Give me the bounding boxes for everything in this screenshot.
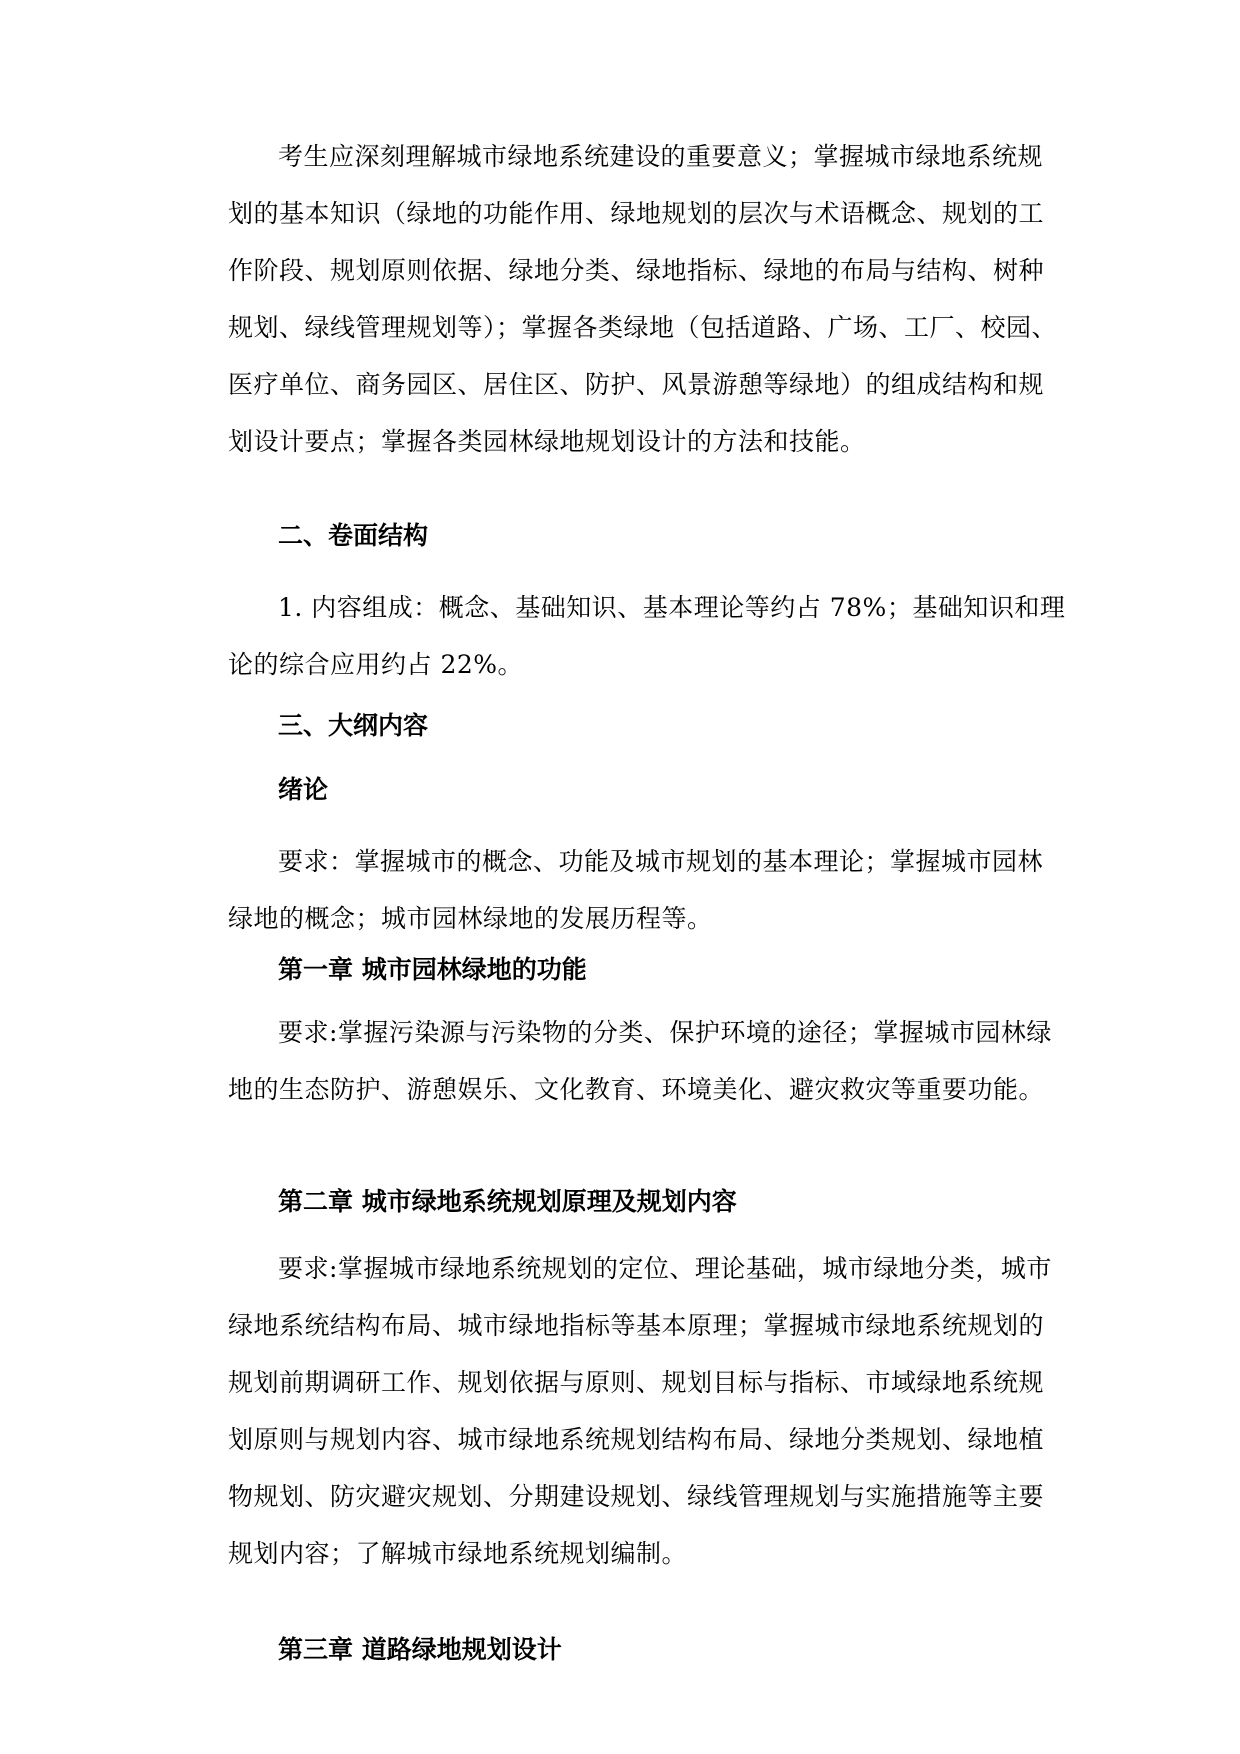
chapter-heading: 绪论 [278,775,329,804]
chapter-2-requirement-block [228,1240,1068,1582]
content-composition-paragraph: 1. 内容组成：概念、基础知识、基本理论等约占 78%；基础知识和理论的综合应用约占 22%。 [228,593,1066,679]
chapter-requirement: 要求:掌握污染源与污染物的分类、保护环境的途径；掌握城市园林绿地的生态防护、游憩娱乐、文化教育、环境美化、避灾救灾等重要功能。 [228,1018,1052,1104]
section-3-heading-block [228,706,1068,746]
section-2-heading-block [228,516,1068,556]
chapter-1-requirement-block [228,1004,1068,1118]
chapter-3-heading-block [228,1630,1068,1670]
chapter-requirement: 要求：掌握城市的概念、功能及城市规划的基本理论；掌握城市园林绿地的概念；城市园林绿地的发展历程等。 [228,847,1044,933]
chapter-1-heading-block [228,950,1068,990]
intro-chapter-requirement-block [228,833,1068,947]
section-heading: 二、卷面结构 [278,521,429,550]
section-2-paragraph-block [228,579,1068,693]
intro-paragraph: 考生应深刻理解城市绿地系统建设的重要意义；掌握城市绿地系统规划的基本知识（绿地的功能作用、绿地规划的层次与术语概念、规划的工作阶段、规划原则依据、绿地分类、绿地指标、绿地的布局与结构、树种规划、绿线管理规划等）；掌握各类绿地（包括道路、广场、工厂、校园、医疗单位、商务园区、居住区、防护、风景游憩等绿地）的组成结构和规划设计要点；掌握各类园林绿地规划设计的方法和技能。 [228,142,1058,456]
intro-chapter-heading-block [228,770,1068,810]
intro-paragraph-block [228,128,1068,470]
chapter-heading: 第一章 城市园林绿地的功能 [278,955,587,984]
chapter-requirement: 要求:掌握城市绿地系统规划的定位、理论基础，城市绿地分类，城市绿地系统结构布局、城市绿地指标等基本原理；掌握城市绿地系统规划的规划前期调研工作、规划依据与原则、规划目标与指标、市域绿地系统规划原则与规划内容、城市绿地系统规划结构布局、绿地分类规划、绿地植物规划、防灾避灾规划、分期建设规划、绿线管理规划与实施措施等主要规划内容；了解城市绿地系统规划编制。 [228,1254,1052,1568]
section-heading: 三、大纲内容 [278,711,429,740]
chapter-heading: 第三章 道路绿地规划设计 [278,1635,562,1664]
chapter-2-heading-block [228,1182,1068,1222]
chapter-heading: 第二章 城市绿地系统规划原理及规划内容 [278,1187,737,1216]
